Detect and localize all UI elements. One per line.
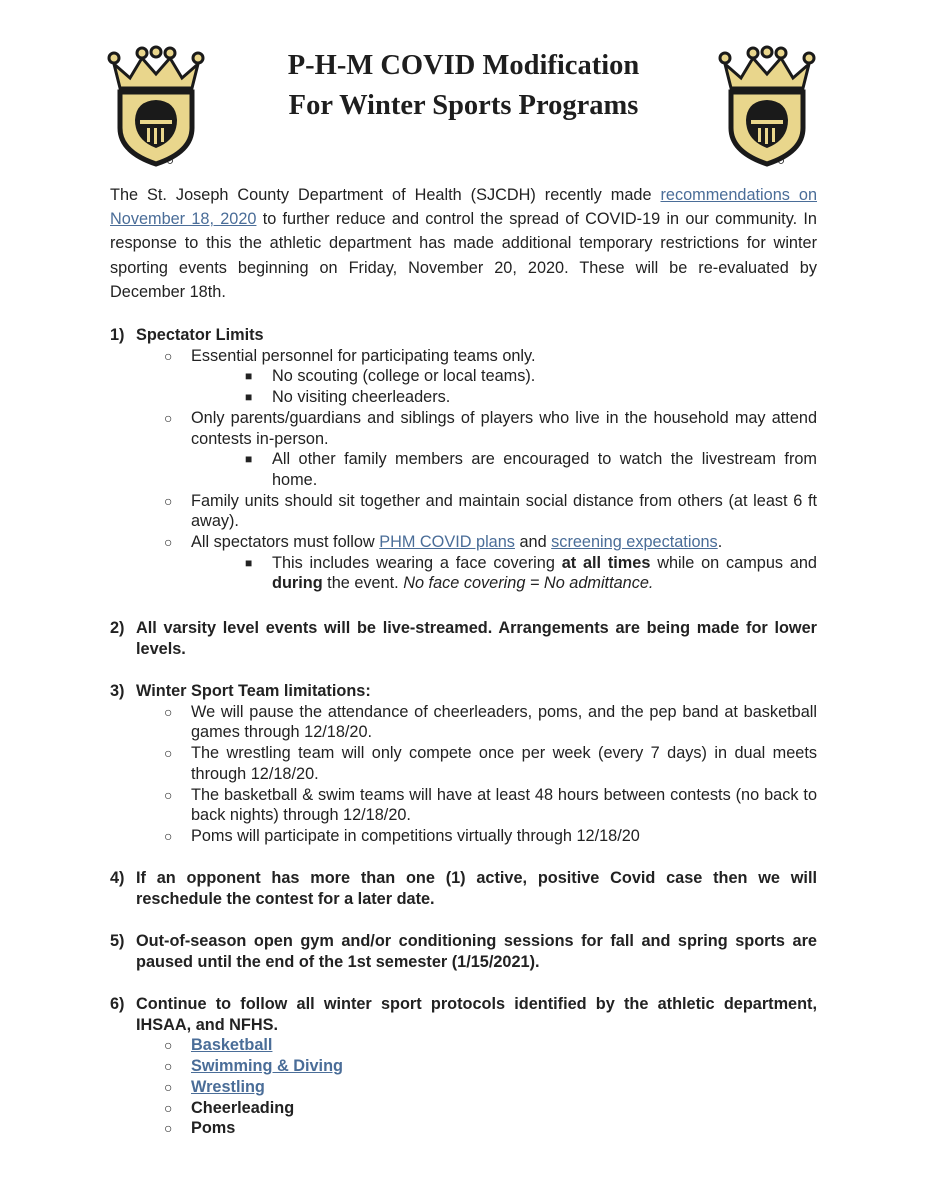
knight-crest-logo-left xyxy=(106,44,206,168)
list-item: ○ We will pause the attendance of cheerleaders, poms, and the pep band at basketball games through 12/18/20. xyxy=(110,702,817,743)
screening-expectations-link[interactable]: screening expectations xyxy=(551,533,718,552)
intro-text-start: The St. Joseph County Department of Health (SJCDH) recently made xyxy=(110,186,661,204)
sub-list-item: ■ No visiting cheerleaders. xyxy=(110,387,817,408)
list-item: ○ The basketball & swim teams will have at least 48 hours between contests (no back to back nights) through 12/18/20. xyxy=(110,785,817,826)
section-text: If an opponent has more than one (1) active, positive Covid case then we will reschedule the contest for a later date. xyxy=(136,869,817,908)
emphasis-text: No face covering = No admittance. xyxy=(403,574,654,593)
swimming-diving-link[interactable]: Swimming & Diving xyxy=(191,1057,343,1076)
list-item: ○ Only parents/guardians and siblings of players who live in the household may attend contests in-person. xyxy=(110,408,817,449)
section-number: 2) xyxy=(110,619,125,637)
emphasis-text: during xyxy=(272,574,323,593)
section-number: 5) xyxy=(110,932,125,950)
wrestling-link[interactable]: Wrestling xyxy=(191,1077,265,1096)
section-heading xyxy=(110,681,817,702)
list-item: ○ Poms xyxy=(110,1118,817,1139)
section-title: Winter Sport Team limitations: xyxy=(136,682,371,700)
list-item xyxy=(110,532,817,553)
list-item-text: This includes wearing a face covering xyxy=(272,553,562,572)
crown-icon xyxy=(109,47,203,88)
recommendations-link[interactable]: recommendations on November 18, 2020 xyxy=(110,186,818,229)
intro-text-end: to further reduce and control the spread of COVID-19 in our community. In response to this the athletic department has made additional temporary restrictions for winter sporting events beginning on Friday, November 20, 2020. These will be re-evaluated by December 18th. xyxy=(110,210,817,301)
section-spectator-limits xyxy=(110,325,817,594)
section-number: 4) xyxy=(110,869,125,887)
list-item-text: the event. xyxy=(322,574,404,593)
basketball-link[interactable]: Basketball xyxy=(191,1036,273,1055)
list-item-text: and xyxy=(514,533,552,552)
section-live-stream xyxy=(110,618,817,659)
section-number: 6) xyxy=(110,995,125,1013)
list-item xyxy=(110,1035,817,1056)
sub-list-item: ■ All other family members are encouraged to watch the livestream from home. xyxy=(110,449,817,490)
section-reschedule xyxy=(110,868,817,909)
section-text: All varsity level events will be live-streamed. Arrangements are being made for lower levels. xyxy=(136,619,817,658)
phm-covid-plans-link[interactable]: PHM COVID plans xyxy=(379,533,515,552)
crown-icon xyxy=(720,47,814,88)
list-item-text: . xyxy=(717,533,723,552)
section-title: Spectator Limits xyxy=(136,326,264,344)
sub-list-item xyxy=(110,553,817,594)
sub-list-item: ■ No scouting (college or local teams). xyxy=(110,366,817,387)
section-text: Continue to follow all winter sport protocols identified by the athletic department, IHSAA, and NFHS. xyxy=(136,995,817,1034)
section-text: Out-of-season open gym and/or conditioning sessions for fall and spring sports are paused until the end of the 1st semester (1/15/2021). xyxy=(136,932,817,971)
section-open-gym xyxy=(110,931,817,972)
section-heading xyxy=(110,325,817,346)
section-number: 3) xyxy=(110,682,125,700)
list-item: ○ Cheerleading xyxy=(110,1098,817,1119)
section-team-limitations xyxy=(110,681,817,847)
intro-paragraph xyxy=(110,183,817,304)
list-item-text: All spectators must follow xyxy=(191,533,380,552)
section-heading xyxy=(110,868,817,909)
list-item: ○ Family units should sit together and maintain social distance from others (at least 6 ft away). xyxy=(110,491,817,532)
section-protocols xyxy=(110,994,817,1139)
section-number: 1) xyxy=(110,326,125,344)
title-line-1: P-H-M COVID Modification xyxy=(287,50,640,81)
section-heading xyxy=(110,618,817,659)
list-item-text: while on campus and xyxy=(650,553,817,572)
list-item: ○ Essential personnel for participating teams only. xyxy=(110,346,817,367)
title-line-2: For Winter Sports Programs xyxy=(288,90,639,121)
knight-crest-logo-right xyxy=(717,44,817,168)
page-title xyxy=(200,46,727,126)
section-heading xyxy=(110,931,817,972)
section-heading xyxy=(110,994,817,1035)
list-item xyxy=(110,1056,817,1077)
emphasis-text: at all times xyxy=(561,553,651,572)
list-item: ○ The wrestling team will only compete once per week (every 7 days) in dual meets through 12/18/20. xyxy=(110,743,817,784)
list-item xyxy=(110,1077,817,1098)
list-item: ○ Poms will participate in competitions virtually through 12/18/20 xyxy=(110,826,817,847)
